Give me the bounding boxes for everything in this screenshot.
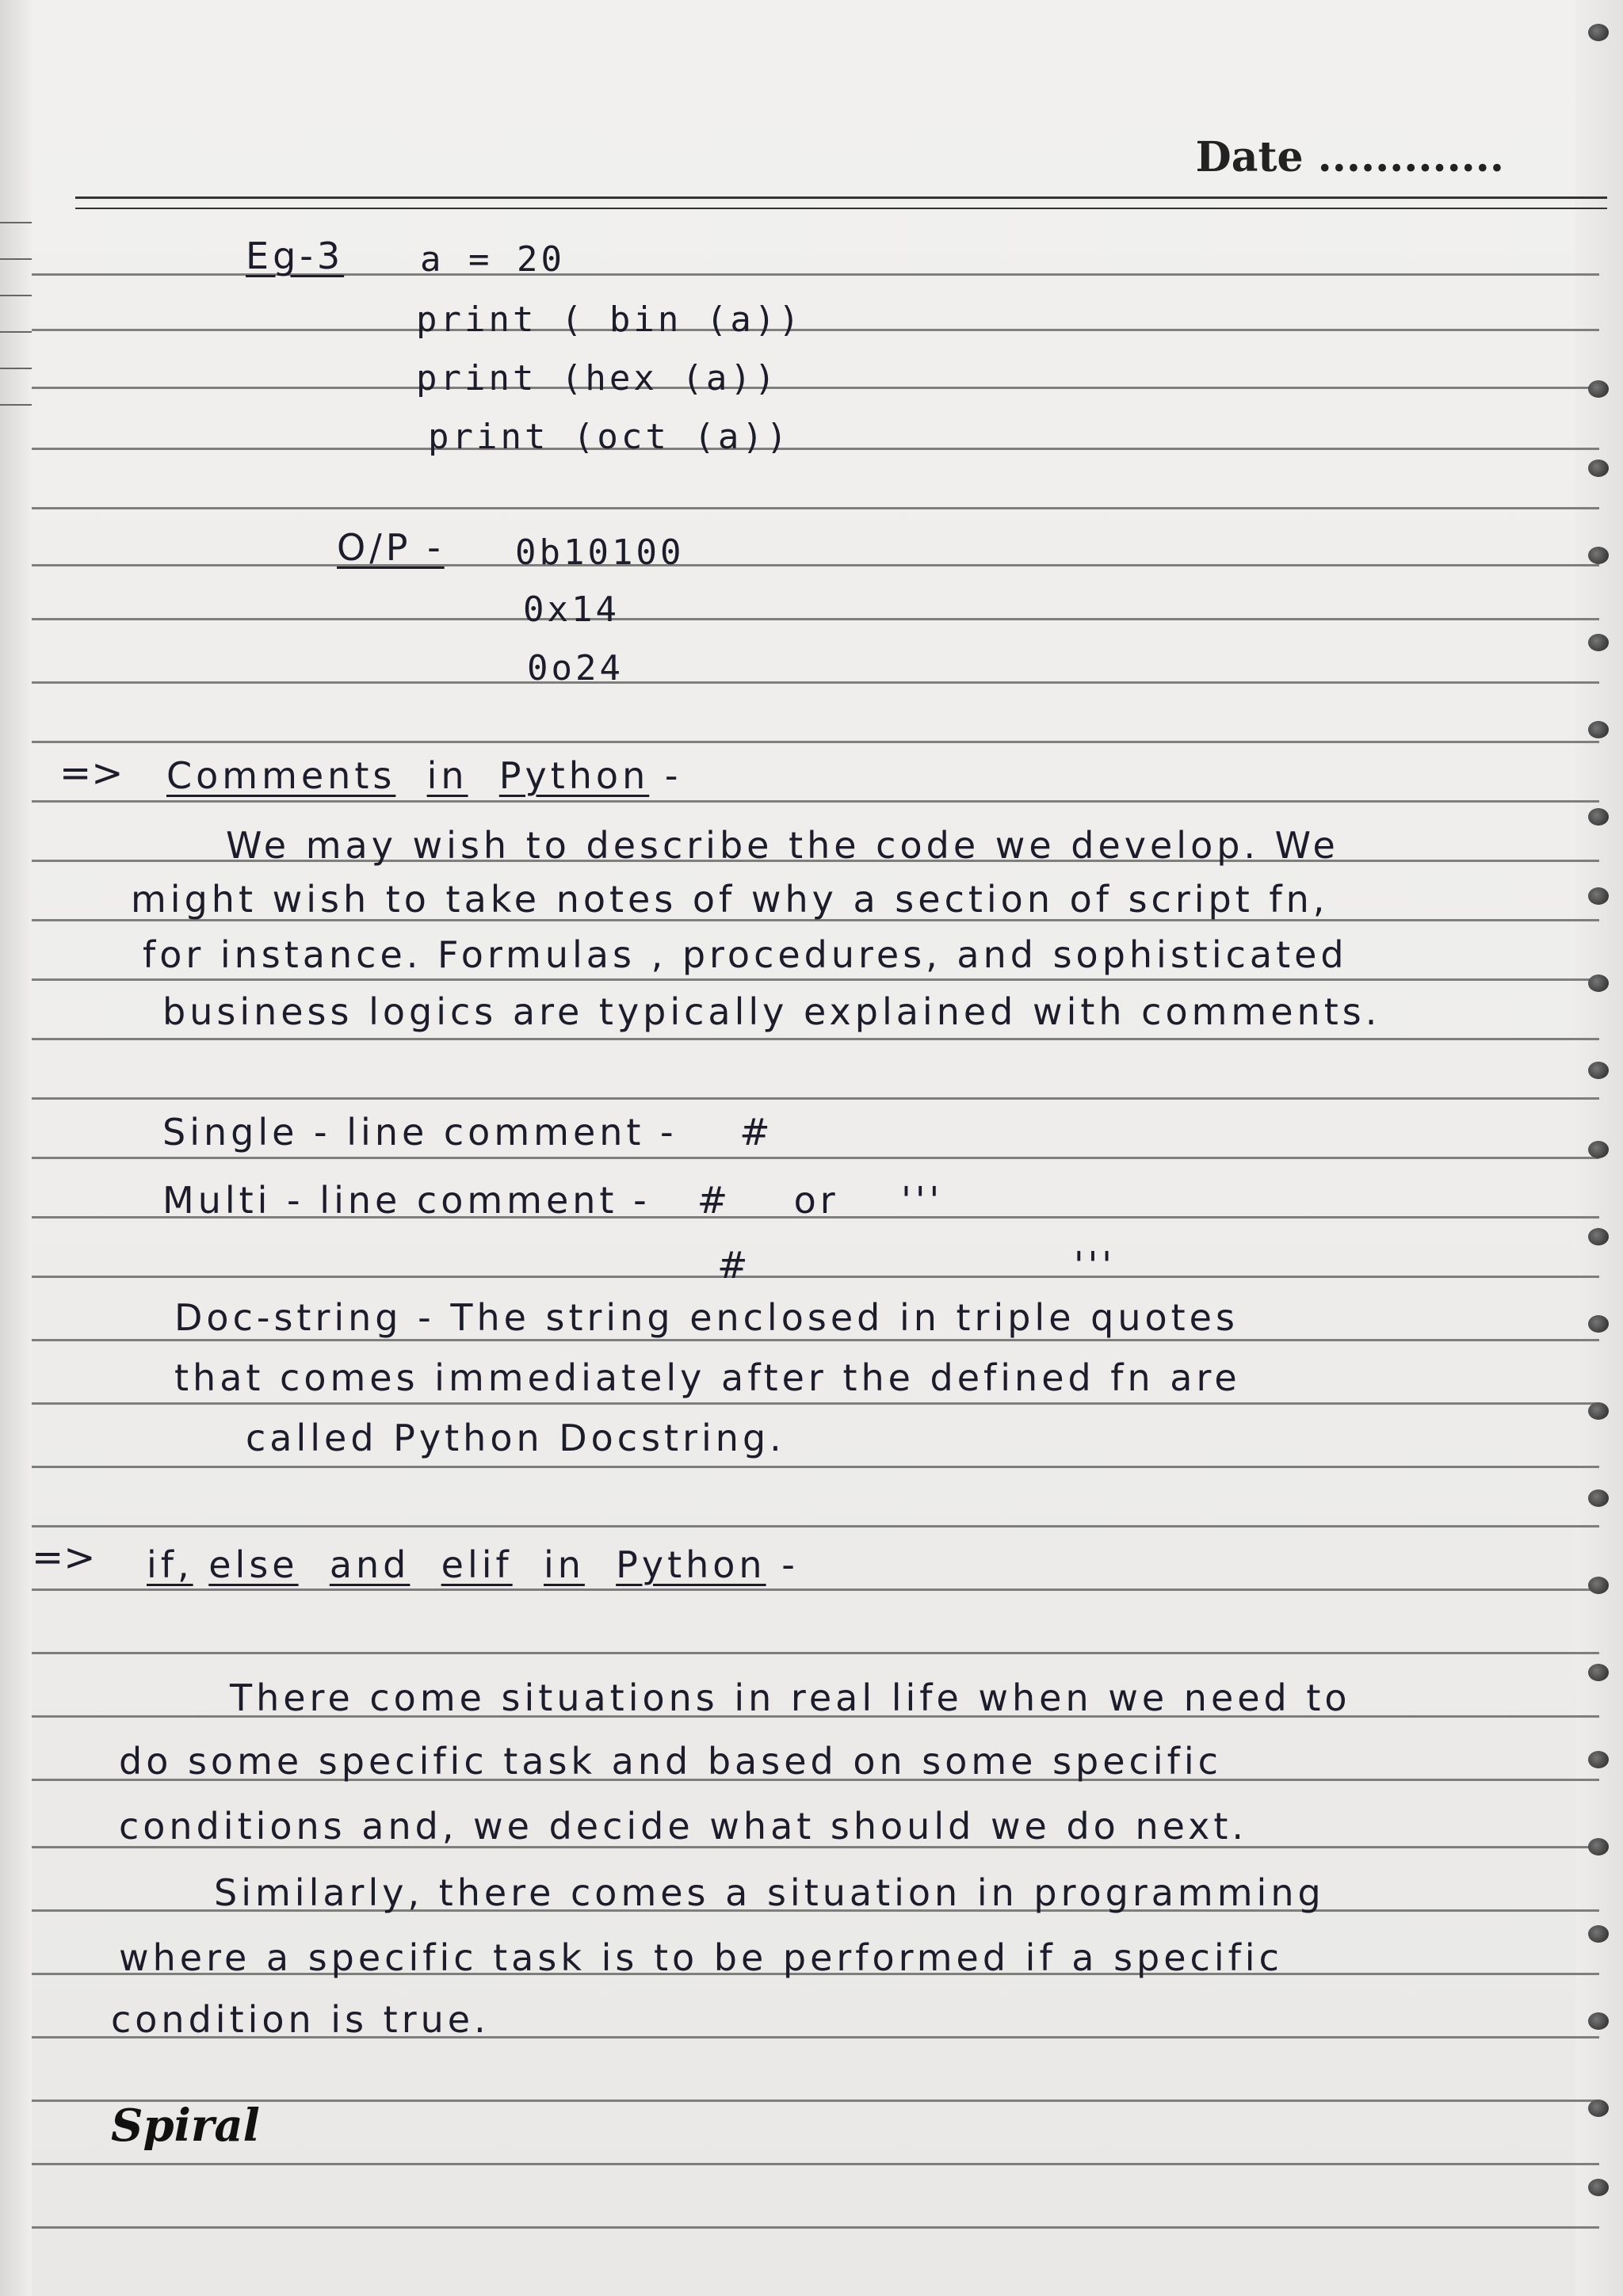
output-label: O/P - [337, 526, 445, 569]
multi-line-comment-row: Multi - line comment - # or ''' [162, 1179, 944, 1222]
code-line-1: a = 20 [420, 239, 565, 280]
header-rule [75, 196, 1607, 199]
section-arrow-2: => [32, 1535, 96, 1580]
docstring-line-2: that comes immediately after the defined fn are [174, 1356, 1241, 1399]
code-line-3: print (hex (a)) [416, 358, 779, 399]
date-field: Date ............. [1195, 133, 1504, 181]
docstring-line-3: called Python Docstring. [246, 1417, 785, 1459]
conditionals-para2-line-1: Similarly, there comes a situation in programming [214, 1871, 1325, 1914]
conditionals-para1-line-2: do some specific task and based on some specific [119, 1740, 1222, 1783]
single-line-comment-row: Single - line comment - # [162, 1111, 774, 1154]
conditionals-para2-line-3: condition is true. [111, 1998, 490, 2041]
output-line-1: 0b10100 [515, 532, 685, 573]
comments-heading: Comments in Python - [166, 754, 682, 797]
comments-para-line-2: might wish to take notes of why a section of script fn, [131, 878, 1329, 921]
comments-para-line-4: business logics are typically explained with comments. [162, 990, 1381, 1033]
conditionals-para2-line-2: where a specific task is to be performed if a specific [119, 1936, 1283, 1979]
example-label: Eg-3 [246, 235, 345, 277]
conditionals-para1-line-3: conditions and, we decide what should we do next. [119, 1805, 1247, 1848]
code-line-4: print (oct (a)) [428, 417, 791, 457]
code-line-2: print ( bin (a)) [416, 299, 803, 340]
multi-line-quote-2: ''' [1074, 1244, 1116, 1287]
multi-line-hash-2: # [717, 1244, 752, 1287]
output-line-3: 0o24 [527, 648, 624, 688]
comments-para-line-3: for instance. Formulas , procedures, and sophisticated [143, 933, 1348, 976]
output-line-2: 0x14 [523, 589, 620, 630]
conditionals-heading: if, else and elif in Python - [147, 1543, 799, 1586]
conditionals-para1-line-1: There come situations in real life when we need to [230, 1676, 1351, 1719]
header-rule-secondary [75, 208, 1607, 209]
brand-logo: Spiral [111, 2100, 260, 2152]
left-margin-marks [0, 222, 36, 441]
section-arrow-1: => [59, 751, 124, 795]
docstring-line-1: Doc-string - The string enclosed in triple quotes [174, 1296, 1239, 1339]
comments-para-line-1: We may wish to describe the code we develop. We [226, 824, 1339, 867]
